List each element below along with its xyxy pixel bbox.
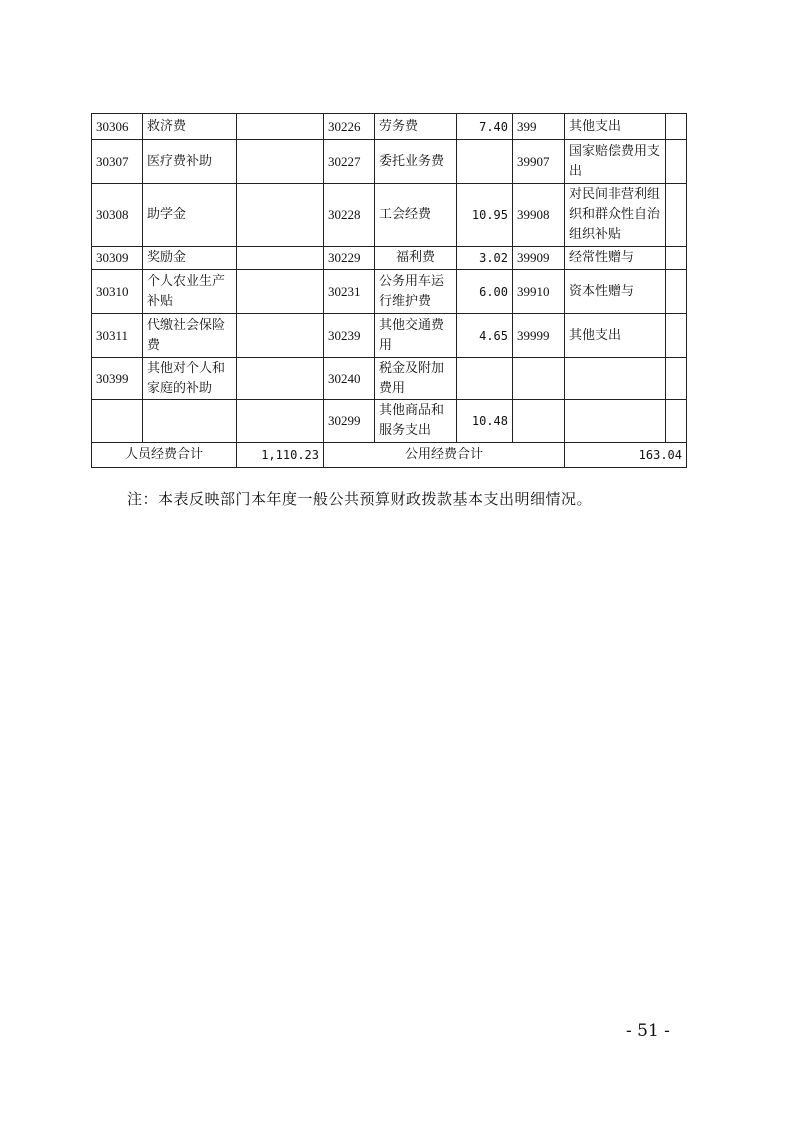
personnel-total-value: 1,110.23 bbox=[237, 443, 324, 468]
personnel-code: 30308 bbox=[92, 184, 143, 247]
expense-detail-table bbox=[91, 113, 687, 468]
other-code: 39908 bbox=[513, 184, 565, 247]
public-code: 30226 bbox=[324, 114, 375, 140]
public-amount bbox=[457, 140, 513, 184]
personnel-amount bbox=[237, 358, 324, 400]
personnel-item: 医疗费补助 bbox=[143, 140, 237, 184]
other-code: 39910 bbox=[513, 270, 565, 314]
public-item: 公务用车运行维护费 bbox=[375, 270, 457, 314]
public-item: 劳务费 bbox=[375, 114, 457, 140]
public-item: 其他商品和服务支出 bbox=[375, 400, 457, 443]
other-item: 其他支出 bbox=[565, 114, 666, 140]
public-amount: 10.95 bbox=[457, 184, 513, 247]
public-amount: 7.40 bbox=[457, 114, 513, 140]
table-row bbox=[92, 400, 687, 443]
other-item: 资本性赠与 bbox=[565, 270, 666, 314]
personnel-code: 30310 bbox=[92, 270, 143, 314]
public-code: 30228 bbox=[324, 184, 375, 247]
other-amount bbox=[666, 114, 687, 140]
personnel-item: 奖励金 bbox=[143, 247, 237, 270]
other-code: 39907 bbox=[513, 140, 565, 184]
personnel-item: 救济费 bbox=[143, 114, 237, 140]
personnel-code: 30306 bbox=[92, 114, 143, 140]
other-code: 399 bbox=[513, 114, 565, 140]
public-item: 委托业务费 bbox=[375, 140, 457, 184]
public-amount: 10.48 bbox=[457, 400, 513, 443]
other-amount bbox=[666, 400, 687, 443]
public-code: 30240 bbox=[324, 358, 375, 400]
personnel-item: 其他对个人和家庭的补助 bbox=[143, 358, 237, 400]
public-item: 工会经费 bbox=[375, 184, 457, 247]
public-amount: 4.65 bbox=[457, 314, 513, 358]
personnel-amount bbox=[237, 114, 324, 140]
other-code bbox=[513, 358, 565, 400]
other-code: 39909 bbox=[513, 247, 565, 270]
personnel-item: 代缴社会保险费 bbox=[143, 314, 237, 358]
personnel-item bbox=[143, 400, 237, 443]
personnel-amount bbox=[237, 184, 324, 247]
table-row bbox=[92, 270, 687, 314]
personnel-code: 30399 bbox=[92, 358, 143, 400]
public-total-value: 163.04 bbox=[565, 443, 687, 468]
personnel-code: 30311 bbox=[92, 314, 143, 358]
table-row bbox=[92, 184, 687, 247]
public-code: 30231 bbox=[324, 270, 375, 314]
other-amount bbox=[666, 358, 687, 400]
personnel-item: 助学金 bbox=[143, 184, 237, 247]
personnel-total-label: 人员经费合计 bbox=[92, 443, 237, 468]
public-code: 30239 bbox=[324, 314, 375, 358]
table-row bbox=[92, 114, 687, 140]
public-item: 税金及附加费用 bbox=[375, 358, 457, 400]
public-amount bbox=[457, 358, 513, 400]
public-total-label: 公用经费合计 bbox=[324, 443, 565, 468]
personnel-amount bbox=[237, 270, 324, 314]
table-row bbox=[92, 358, 687, 400]
personnel-amount bbox=[237, 247, 324, 270]
personnel-amount bbox=[237, 314, 324, 358]
public-code: 30227 bbox=[324, 140, 375, 184]
public-code: 30229 bbox=[324, 247, 375, 270]
other-amount bbox=[666, 140, 687, 184]
table-row bbox=[92, 140, 687, 184]
personnel-code bbox=[92, 400, 143, 443]
other-item bbox=[565, 358, 666, 400]
public-amount: 6.00 bbox=[457, 270, 513, 314]
personnel-item: 个人农业生产补贴 bbox=[143, 270, 237, 314]
personnel-code: 30309 bbox=[92, 247, 143, 270]
personnel-amount bbox=[237, 400, 324, 443]
public-item: 福利费 bbox=[375, 247, 457, 270]
public-code: 30299 bbox=[324, 400, 375, 443]
other-amount bbox=[666, 184, 687, 247]
other-item: 其他支出 bbox=[565, 314, 666, 358]
other-amount bbox=[666, 314, 687, 358]
table-row bbox=[92, 314, 687, 358]
other-amount bbox=[666, 270, 687, 314]
other-amount bbox=[666, 247, 687, 270]
other-item: 经常性赠与 bbox=[565, 247, 666, 270]
personnel-code: 30307 bbox=[92, 140, 143, 184]
other-code: 39999 bbox=[513, 314, 565, 358]
table-row bbox=[92, 247, 687, 270]
personnel-amount bbox=[237, 140, 324, 184]
table-footnote: 注：本表反映部门本年度一般公共预算财政拨款基本支出明细情况。 bbox=[127, 490, 593, 508]
other-code bbox=[513, 400, 565, 443]
totals-row bbox=[92, 443, 687, 468]
other-item: 对民间非营利组织和群众性自治组织补贴 bbox=[565, 184, 666, 247]
page-number: - 51 - bbox=[626, 1021, 670, 1041]
other-item bbox=[565, 400, 666, 443]
other-item: 国家赔偿费用支出 bbox=[565, 140, 666, 184]
public-amount: 3.02 bbox=[457, 247, 513, 270]
public-item: 其他交通费用 bbox=[375, 314, 457, 358]
